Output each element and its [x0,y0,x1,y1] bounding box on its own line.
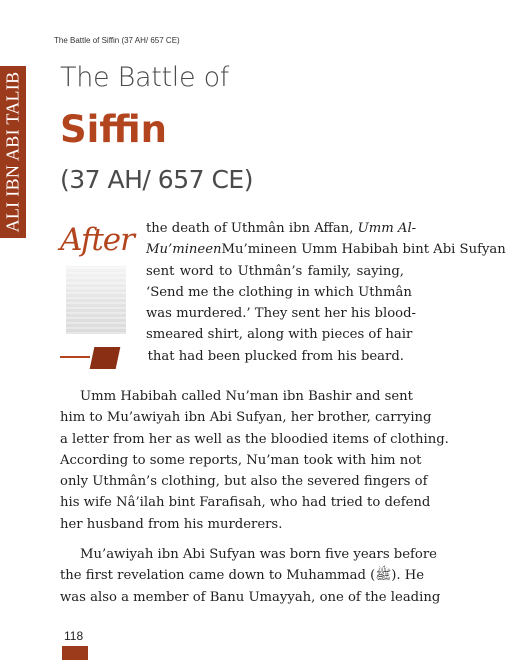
decorative-slant-block [90,347,121,369]
side-tab-label: ALI IBN ABI TALIB [2,71,23,233]
paragraph-1-line: Mu’mineenMu’mineen Umm Habibah bint Abi Sufyan [146,242,506,258]
chapter-title-line-3: (37 AH/ 657 CE) [60,165,253,194]
paragraph-1-line: the death of Uthmân ibn Affan, Umm Al- [146,221,417,236]
italic-phrase: Mu’mineen [146,242,222,258]
paragraph-3-line: the first revelation came down to Muhammad (ﷺ). He [60,568,425,584]
italic-phrase: Umm Al- [357,221,417,236]
paragraph-2-line: him to Mu’awiyah ibn Abi Sufyan, her brother, carrying [60,410,432,426]
paragraph-1 [146,218,506,367]
page-number: 118 [64,629,84,643]
dropcap-word: After [60,222,134,258]
paragraph-2-line: only Uthmân’s clothing, but also the severed fingers of [60,474,428,490]
paragraph-2-line: his wife Nâ’ilah bint Farafisah, who had tried to defend [60,495,431,511]
decorative-rule [60,356,90,358]
paragraph-1-line: smeared shirt, along with pieces of hair [146,327,413,343]
decorative-stone-image [66,266,126,334]
paragraph-1-line: that had been plucked from his beard. [147,348,404,364]
paragraph-2-line: a letter from her as well as the bloodied items of clothing. [60,431,449,447]
chapter-title-line-1: The Battle of [60,62,230,93]
running-head: The Battle of Siffin (37 AH/ 657 CE) [54,36,180,45]
paragraph-2-line: Umm Habibah called Nu’man ibn Bashir and sent [80,389,413,404]
paragraph-1-line: sent word to Uthmân’s family, saying, [146,263,404,279]
folio-color-block [62,646,88,660]
paragraph-3-line: was also a member of Banu Umayyah, one of the leading [60,589,441,605]
paragraph-2-line: According to some reports, Nu’man took with him not [60,452,422,468]
paragraph-2 [60,386,449,535]
paragraph-3-line: Mu’awiyah ibn Abi Sufyan was born five years before [80,547,437,562]
paragraph-3 [60,544,441,608]
paragraph-1-line: was murdered.’ They sent her his blood- [146,306,416,322]
paragraph-1-line: ‘Send me the clothing in which Uthmân [146,284,412,300]
chapter-title-line-2: Siffin [60,108,167,151]
paragraph-2-line: her husband from his murderers. [60,516,283,532]
